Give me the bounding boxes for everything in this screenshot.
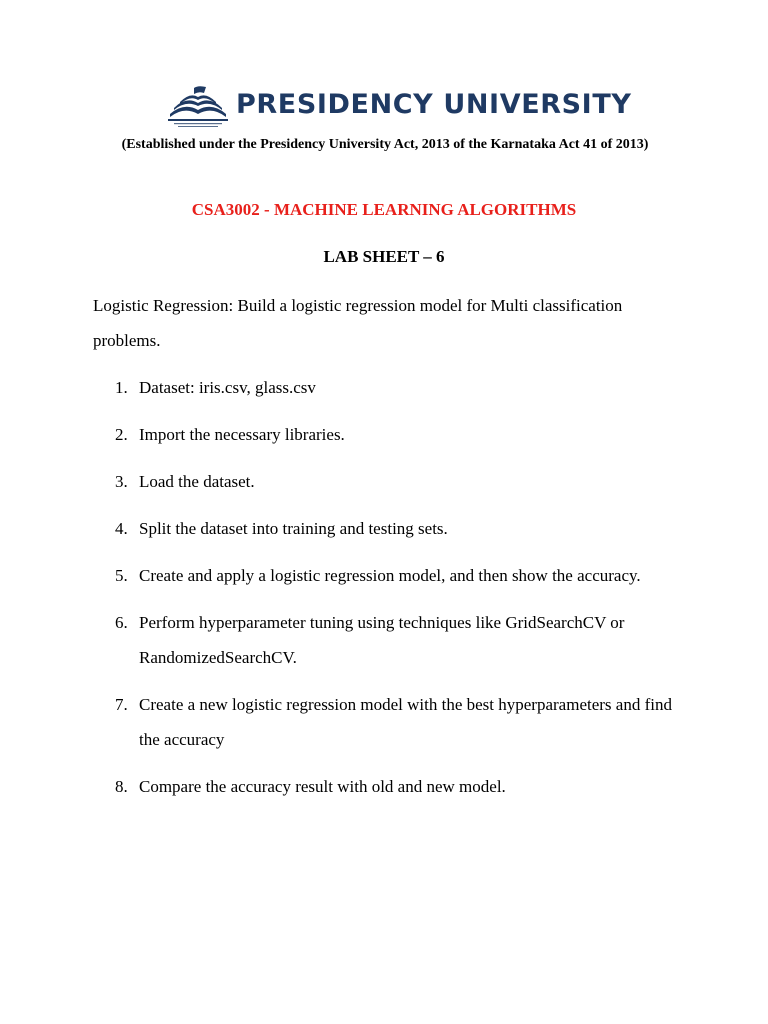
list-item — [93, 769, 693, 804]
list-item-number: 5. — [115, 566, 128, 585]
intro-paragraph: Logistic Regression: Build a logistic regression model for Multi classification problems. — [93, 296, 623, 350]
steps-list — [93, 370, 693, 816]
list-item — [93, 370, 693, 405]
list-item-text: Compare the accuracy result with old and new model. — [139, 777, 506, 796]
list-item-number: 8. — [115, 777, 128, 796]
list-item-text: Create and apply a logistic regression model, and then show the accuracy. — [139, 566, 641, 585]
list-item-text: Perform hyperparameter tuning using techniques like GridSearchCV or RandomizedSearchCV. — [139, 613, 625, 667]
established-note: (Established under the Presidency University Act, 2013 of the Karnataka Act 41 of 2013) — [121, 137, 649, 152]
list-item — [93, 558, 693, 593]
list-item-text: Create a new logistic regression model with the best hyperparameters and find the accuracy — [139, 695, 672, 749]
university-name: PRESIDENCY UNIVERSITY — [236, 89, 632, 120]
course-title: CSA3002 - MACHINE LEARNING ALGORITHMS — [191, 200, 577, 219]
list-item — [93, 464, 693, 499]
list-item-number: 1. — [115, 378, 128, 397]
list-item-number: 2. — [115, 425, 128, 444]
list-item-number: 3. — [115, 472, 128, 491]
lab-sheet-title: LAB SHEET – 6 — [323, 247, 445, 266]
list-item-number: 7. — [115, 695, 128, 714]
list-item — [93, 511, 693, 546]
list-item-number: 4. — [115, 519, 128, 538]
list-item — [93, 687, 693, 757]
list-item-number: 6. — [115, 613, 128, 632]
list-item — [93, 605, 693, 675]
list-item-text: Load the dataset. — [139, 472, 255, 491]
university-header — [164, 84, 654, 130]
list-item-text: Split the dataset into training and testing sets. — [139, 519, 448, 538]
university-crest-icon — [164, 84, 232, 130]
list-item-text: Import the necessary libraries. — [139, 425, 345, 444]
list-item — [93, 417, 693, 452]
list-item-text: Dataset: iris.csv, glass.csv — [139, 378, 316, 397]
